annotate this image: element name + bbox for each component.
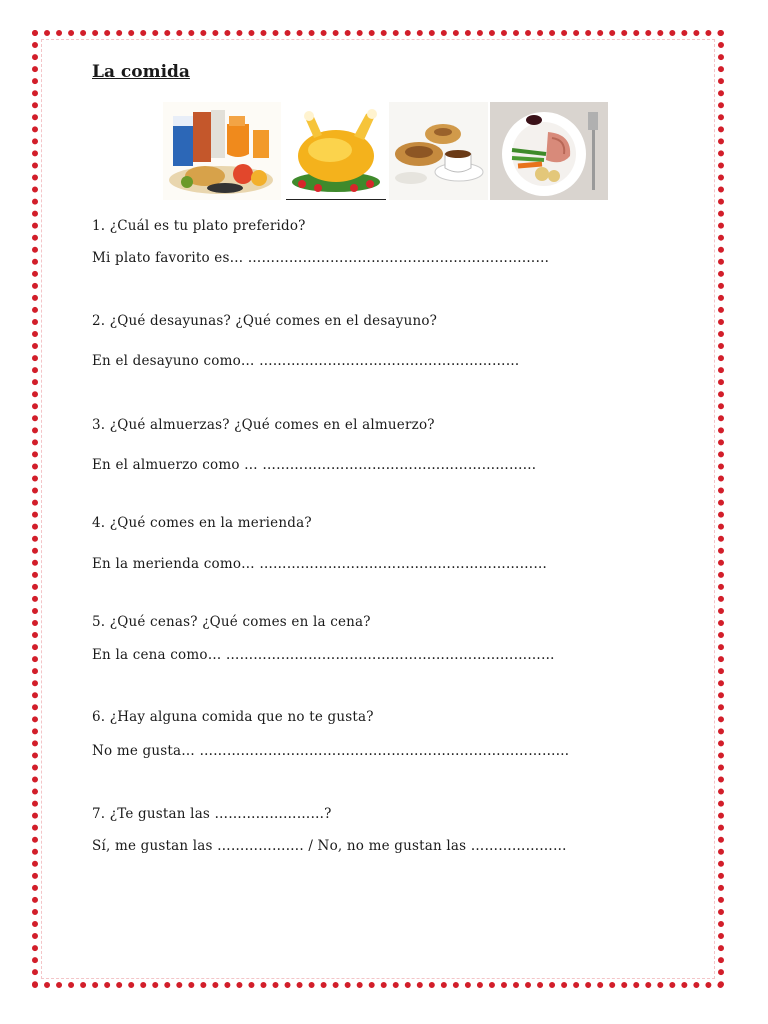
answer-line-5: En la cena como… ……………………………………………………………… [92,647,555,663]
dinner-plate-image [490,102,608,200]
answer-line-1: Mi plato favorito es… ………………………………………………………… [92,250,550,266]
answer-line-2: En el desayuno como… ………………………………………………… [92,353,520,369]
question-3: 3. ¿Qué almuerzas? ¿Qué comes en el almuerzo? [92,417,435,433]
question-5: 5. ¿Qué cenas? ¿Qué comes en la cena? [92,614,371,630]
question-2: 2. ¿Qué desayunas? ¿Qué comes en el desayuno? [92,313,438,329]
answer-line-7: Sí, me gustan las ………………. / No, no me gustan las ………………… [92,838,567,854]
question-1: 1. ¿Cuál es tu plato preferido? [92,218,306,234]
answer-line-3: En el almuerzo como … …………………………………………………… [92,457,537,473]
image-underline [286,199,386,200]
answer-line-6: No me gusta… ……………………………………………………………………… [92,743,570,759]
question-6: 6. ¿Hay alguna comida que no te gusta? [92,709,374,725]
question-7: 7. ¿Te gustan las ……………………? [92,806,332,822]
question-4: 4. ¿Qué comes en la merienda? [92,515,312,531]
breakfast-table-image [163,102,281,200]
pastries-coffee-image [389,102,488,200]
answer-line-4: En la merienda como… ……………………………………………………… [92,556,548,572]
roast-chicken-image [284,102,387,200]
worksheet-title: La comida [92,62,190,82]
